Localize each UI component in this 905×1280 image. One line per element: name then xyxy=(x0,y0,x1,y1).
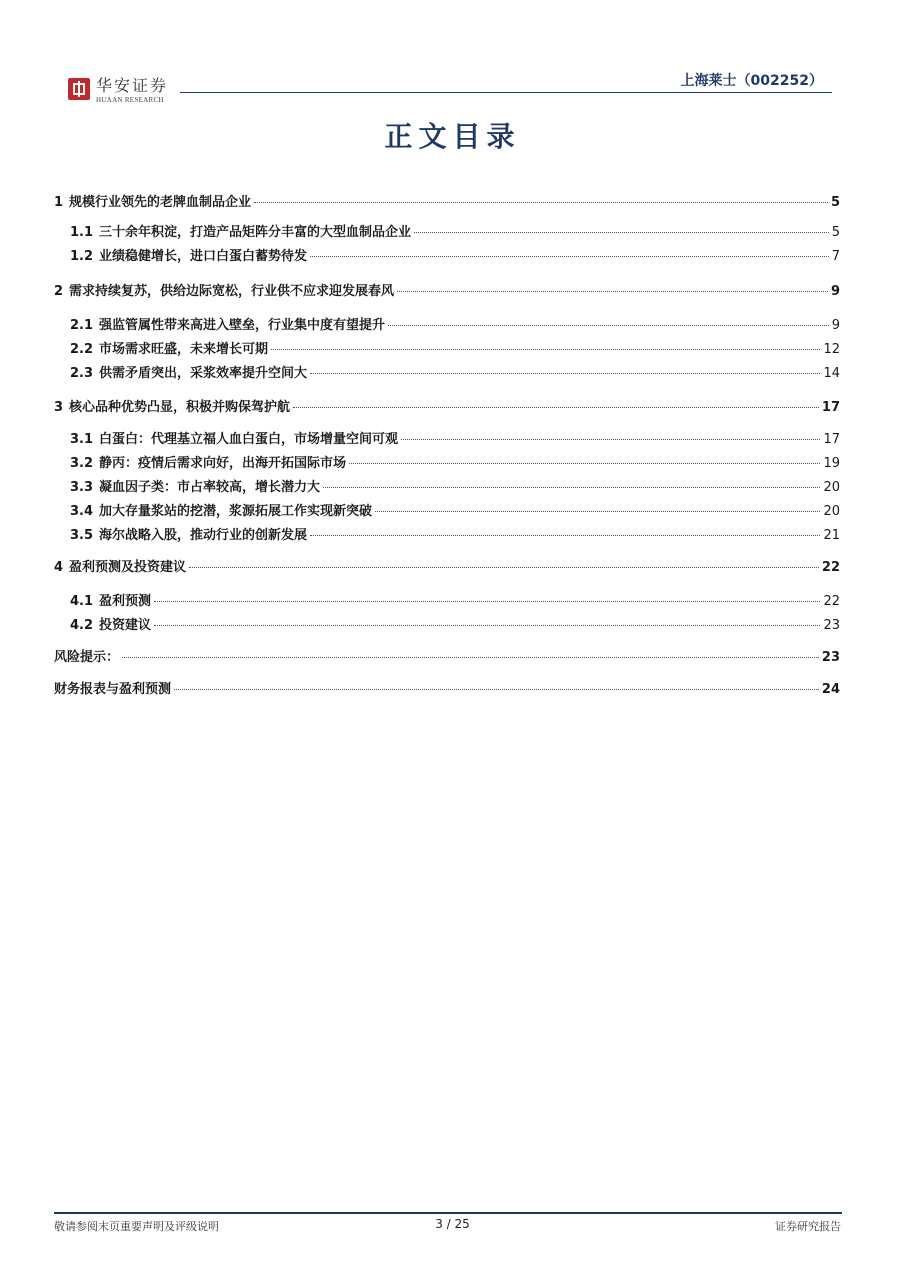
toc-entry-page: 20 xyxy=(823,480,840,495)
toc-entry-number: 3 xyxy=(54,400,64,415)
footer-disclaimer: 敬请参阅末页重要声明及评级说明 xyxy=(54,1220,219,1233)
toc-leader-dots xyxy=(310,535,820,536)
toc-entry[interactable] xyxy=(54,646,840,666)
toc-entry-title: 市场需求旺盛，未来增长可期 xyxy=(99,342,269,357)
page-title: 正文目录 xyxy=(384,120,521,153)
toc-entry-title: 核心品种优势凸显，积极并购保驾护航 xyxy=(69,400,291,415)
toc-leader-dots xyxy=(310,373,820,374)
toc-entry[interactable] xyxy=(54,590,840,610)
footer-report-type: 证券研究报告 xyxy=(775,1220,841,1233)
toc-entry-number: 3.5 xyxy=(70,528,94,543)
logo-en: HUAAN RESEARCH xyxy=(96,96,164,104)
toc-entry-number: 2.2 xyxy=(70,342,94,357)
toc-entry-page: 23 xyxy=(821,650,840,665)
toc-entry[interactable] xyxy=(54,452,840,472)
toc-entry-title: 强监管属性带来高进入壁垒，行业集中度有望提升 xyxy=(99,318,386,333)
toc-entry-page: 9 xyxy=(830,284,840,299)
toc-entry-page: 23 xyxy=(823,618,840,633)
toc-entry-number: 3.4 xyxy=(70,504,94,519)
toc-leader-dots xyxy=(189,567,819,568)
toc-entry-page: 17 xyxy=(821,400,840,415)
toc-leader-dots xyxy=(388,325,829,326)
toc-leader-dots xyxy=(310,256,829,257)
toc-entry-number: 1.1 xyxy=(70,225,94,240)
toc-leader-dots xyxy=(154,625,820,626)
toc-leader-dots xyxy=(174,689,819,690)
toc-leader-dots xyxy=(414,232,829,233)
toc-entry-title: 凝血因子类：市占率较高，增长潜力大 xyxy=(99,480,321,495)
toc-entry[interactable] xyxy=(54,280,840,300)
toc-entry-title: 盈利预测及投资建议 xyxy=(69,560,187,575)
toc-entry[interactable] xyxy=(54,338,840,358)
toc-entry-page: 14 xyxy=(823,366,840,381)
toc-entry-page: 21 xyxy=(823,528,840,543)
toc-leader-dots xyxy=(271,349,820,350)
footer-divider xyxy=(54,1212,842,1214)
huaan-seal-icon xyxy=(68,78,90,100)
toc-entry-page: 5 xyxy=(830,195,840,210)
toc-entry[interactable] xyxy=(54,314,840,334)
toc-entry[interactable] xyxy=(54,428,840,448)
toc-entry-number: 3.2 xyxy=(70,456,94,471)
toc-entry-title: 盈利预测 xyxy=(99,594,152,609)
toc-entry-page: 22 xyxy=(821,560,840,575)
toc-entry[interactable] xyxy=(54,221,840,241)
toc-entry-title: 加大存量浆站的挖潜，浆源拓展工作实现新突破 xyxy=(99,504,373,519)
toc-entry-number: 4 xyxy=(54,560,64,575)
toc-entry-title: 供需矛盾突出，采浆效率提升空间大 xyxy=(99,366,308,381)
toc-entry-number: 3.3 xyxy=(70,480,94,495)
toc-entry[interactable] xyxy=(54,500,840,520)
toc-entry[interactable] xyxy=(54,678,840,698)
toc-entry-page: 7 xyxy=(831,249,840,264)
toc-entry[interactable] xyxy=(54,556,840,576)
toc-leader-dots xyxy=(122,657,819,658)
toc-entry-title: 风险提示： xyxy=(54,650,120,665)
toc-entry-page: 22 xyxy=(823,594,840,609)
toc-leader-dots xyxy=(154,601,820,602)
toc-leader-dots xyxy=(349,463,820,464)
toc-leader-dots xyxy=(254,202,828,203)
toc-entry-number: 1.2 xyxy=(70,249,94,264)
toc-entry[interactable] xyxy=(54,245,840,265)
toc-entry-title: 白蛋白：代理基立福人血白蛋白，市场增量空间可观 xyxy=(99,432,399,447)
toc-entry-number: 1 xyxy=(54,195,64,210)
toc-leader-dots xyxy=(401,439,820,440)
logo-cn: 华安证券 xyxy=(96,76,169,95)
toc-entry-page: 5 xyxy=(831,225,840,240)
toc-leader-dots xyxy=(323,487,820,488)
toc-leader-dots xyxy=(397,291,828,292)
toc-entry[interactable] xyxy=(54,396,840,416)
toc-entry-page: 12 xyxy=(823,342,840,357)
toc-entry-title: 规模行业领先的老牌血制品企业 xyxy=(69,195,252,210)
toc-entry-number: 2 xyxy=(54,284,64,299)
toc-entry-page: 24 xyxy=(821,682,840,697)
company-name: 上海莱士（002252） xyxy=(680,73,823,89)
header-divider xyxy=(180,92,832,93)
page-number: 3 / 25 xyxy=(435,1217,470,1231)
toc-entry-page: 19 xyxy=(823,456,840,471)
page-header xyxy=(0,0,905,115)
toc-entry-title: 投资建议 xyxy=(99,618,152,633)
toc-entry[interactable] xyxy=(54,476,840,496)
toc-leader-dots xyxy=(375,511,820,512)
toc-entry-number: 3.1 xyxy=(70,432,94,447)
toc-entry-number: 2.3 xyxy=(70,366,94,381)
toc-entry-title: 财务报表与盈利预测 xyxy=(54,682,172,697)
toc-entry-page: 20 xyxy=(823,504,840,519)
toc-entry-title: 需求持续复苏，供给边际宽松，行业供不应求迎发展春风 xyxy=(69,284,395,299)
toc-entry-page: 17 xyxy=(823,432,840,447)
toc-entry[interactable] xyxy=(54,614,840,634)
toc-entry-title: 业绩稳健增长，进口白蛋白蓄势待发 xyxy=(99,249,308,264)
toc-entry-number: 4.2 xyxy=(70,618,94,633)
toc-entry[interactable] xyxy=(54,524,840,544)
toc-entry-title: 海尔战略入股，推动行业的创新发展 xyxy=(99,528,308,543)
toc-entry-title: 三十余年积淀，打造产品矩阵分丰富的大型血制品企业 xyxy=(99,225,412,240)
toc-entry-title: 静丙：疫情后需求向好，出海开拓国际市场 xyxy=(99,456,347,471)
toc-entry-number: 4.1 xyxy=(70,594,94,609)
toc-entry[interactable] xyxy=(54,362,840,382)
huaan-logo xyxy=(68,78,168,104)
toc-entry[interactable] xyxy=(54,191,840,211)
toc-entry-page: 9 xyxy=(831,318,840,333)
toc-leader-dots xyxy=(293,407,819,408)
toc-entry-number: 2.1 xyxy=(70,318,94,333)
